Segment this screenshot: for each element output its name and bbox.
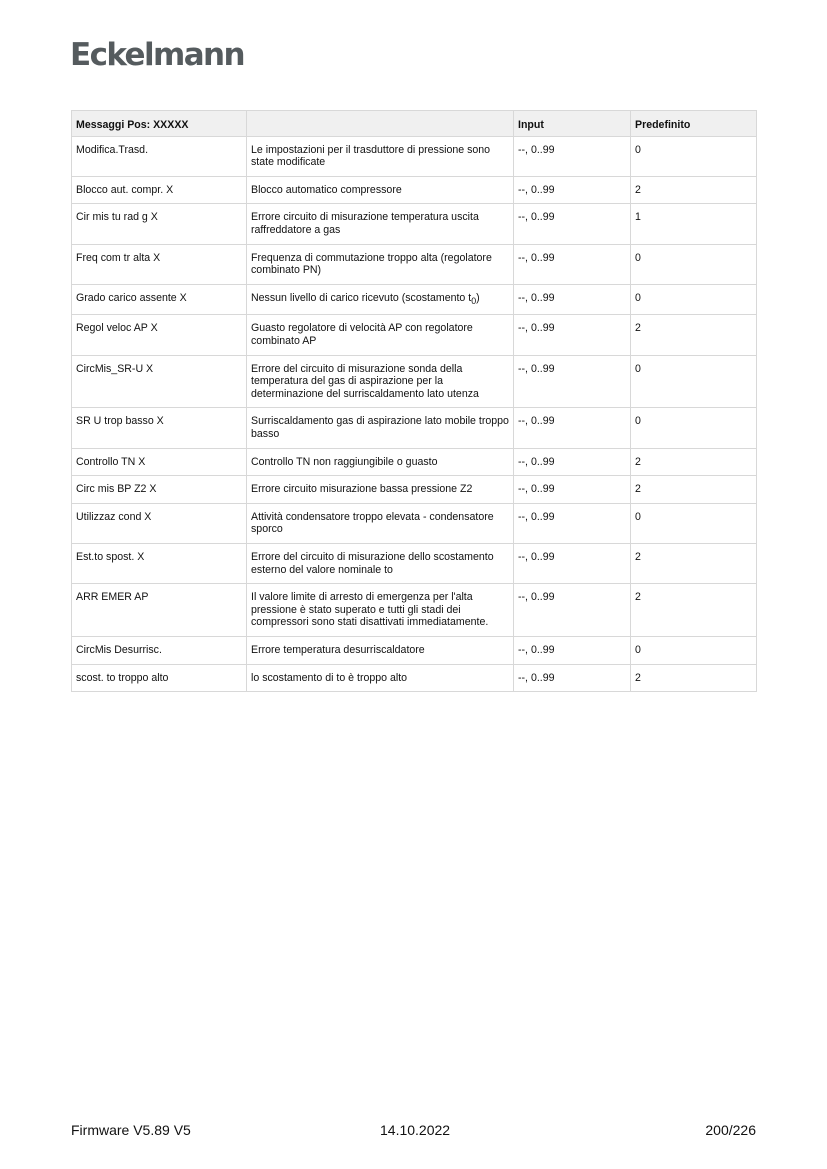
messages-table	[71, 110, 757, 692]
table-row	[72, 204, 757, 244]
input-range-cell: --, 0..99	[514, 543, 631, 583]
input-range-cell: --, 0..99	[514, 244, 631, 284]
default-value-cell: 0	[631, 636, 757, 664]
table-row	[72, 476, 757, 504]
message-description-cell: Errore del circuito di misurazione sonda della temperatura del gas di aspirazione per la determinazione del surriscaldamento lato utenza	[247, 355, 514, 408]
input-range-cell: --, 0..99	[514, 315, 631, 355]
description-text: Nessun livello di carico ricevuto (scostamento t	[251, 291, 472, 304]
message-description-cell: lo scostamento di to è troppo alto	[247, 664, 514, 692]
footer-page-number: 200/226	[705, 1122, 756, 1138]
input-range-cell: --, 0..99	[514, 355, 631, 408]
table-row	[72, 315, 757, 355]
message-name-cell: Freq com tr alta X	[72, 244, 247, 284]
input-range-cell: --, 0..99	[514, 204, 631, 244]
table-row	[72, 503, 757, 543]
message-name-cell: scost. to troppo alto	[72, 664, 247, 692]
message-name-cell: Regol veloc AP X	[72, 315, 247, 355]
description-text-end: )	[476, 291, 480, 304]
col-header-input: Input	[514, 111, 631, 137]
input-range-cell: --, 0..99	[514, 284, 631, 315]
default-value-cell: 2	[631, 448, 757, 476]
col-header-messages: Messaggi Pos: XXXXX	[72, 111, 247, 137]
message-description-cell: Guasto regolatore di velocità AP con regolatore combinato AP	[247, 315, 514, 355]
default-value-cell: 0	[631, 503, 757, 543]
message-name-cell: Cir mis tu rad g X	[72, 204, 247, 244]
col-header-default: Predefinito	[631, 111, 757, 137]
default-value-cell: 2	[631, 176, 757, 204]
table-row	[72, 136, 757, 176]
table-body	[72, 136, 757, 692]
message-description-cell: Errore temperatura desurriscaldatore	[247, 636, 514, 664]
default-value-cell: 0	[631, 408, 757, 448]
input-range-cell: --, 0..99	[514, 503, 631, 543]
message-description-cell: Frequenza di commutazione troppo alta (regolatore combinato PN)	[247, 244, 514, 284]
input-range-cell: --, 0..99	[514, 476, 631, 504]
default-value-cell: 2	[631, 584, 757, 637]
input-range-cell: --, 0..99	[514, 584, 631, 637]
table-row	[72, 176, 757, 204]
message-name-cell: Utilizzaz cond X	[72, 503, 247, 543]
message-description-cell: Attività condensatore troppo elevata - condensatore sporco	[247, 503, 514, 543]
footer-firmware: Firmware V5.89 V5	[71, 1122, 191, 1138]
input-range-cell: --, 0..99	[514, 636, 631, 664]
message-name-cell: Controllo TN X	[72, 448, 247, 476]
message-description-cell: Errore del circuito di misurazione dello scostamento esterno del valore nominale to	[247, 543, 514, 583]
default-value-cell: 2	[631, 664, 757, 692]
default-value-cell: 0	[631, 355, 757, 408]
default-value-cell: 2	[631, 315, 757, 355]
table-row	[72, 636, 757, 664]
table-row	[72, 584, 757, 637]
message-name-cell: Grado carico assente X	[72, 284, 247, 315]
table-row	[72, 284, 757, 315]
message-description-cell: Surriscaldamento gas di aspirazione lato mobile troppo basso	[247, 408, 514, 448]
message-description-cell: Le impostazioni per il trasduttore di pressione sono state modificate	[247, 136, 514, 176]
table-row	[72, 543, 757, 583]
message-description-cell: Controllo TN non raggiungibile o guasto	[247, 448, 514, 476]
message-name-cell: Blocco aut. compr. X	[72, 176, 247, 204]
message-name-cell: Circ mis BP Z2 X	[72, 476, 247, 504]
message-description-cell: Il valore limite di arresto di emergenza per l'alta pressione è stato superato e tutti gli stadi dei compressori sono stati disattivati immediatamente.	[247, 584, 514, 637]
table-row	[72, 408, 757, 448]
input-range-cell: --, 0..99	[514, 664, 631, 692]
message-name-cell: CircMis_SR-U X	[72, 355, 247, 408]
default-value-cell: 0	[631, 284, 757, 315]
message-description-cell: Errore circuito di misurazione temperatura uscita raffreddatore a gas	[247, 204, 514, 244]
table-row	[72, 448, 757, 476]
input-range-cell: --, 0..99	[514, 408, 631, 448]
message-name-cell: ARR EMER AP	[72, 584, 247, 637]
message-description-cell: Blocco automatico compressore	[247, 176, 514, 204]
input-range-cell: --, 0..99	[514, 176, 631, 204]
message-name-cell: SR U trop basso X	[72, 408, 247, 448]
message-name-cell: Modifica.Trasd.	[72, 136, 247, 176]
message-description-cell: Errore circuito misurazione bassa pressione Z2	[247, 476, 514, 504]
default-value-cell: 2	[631, 476, 757, 504]
message-name-cell: CircMis Desurrisc.	[72, 636, 247, 664]
default-value-cell: 0	[631, 136, 757, 176]
default-value-cell: 2	[631, 543, 757, 583]
description-subscript: 0	[471, 295, 477, 306]
default-value-cell: 1	[631, 204, 757, 244]
message-description-cell	[247, 284, 514, 315]
company-logo: Eckelmann	[70, 37, 244, 73]
table-row	[72, 664, 757, 692]
input-range-cell: --, 0..99	[514, 136, 631, 176]
table-row	[72, 244, 757, 284]
message-name-cell: Est.to spost. X	[72, 543, 247, 583]
table-row	[72, 355, 757, 408]
input-range-cell: --, 0..99	[514, 448, 631, 476]
footer-date: 14.10.2022	[380, 1122, 451, 1138]
col-header-description	[247, 111, 514, 137]
default-value-cell: 0	[631, 244, 757, 284]
table-header-row	[72, 111, 757, 137]
